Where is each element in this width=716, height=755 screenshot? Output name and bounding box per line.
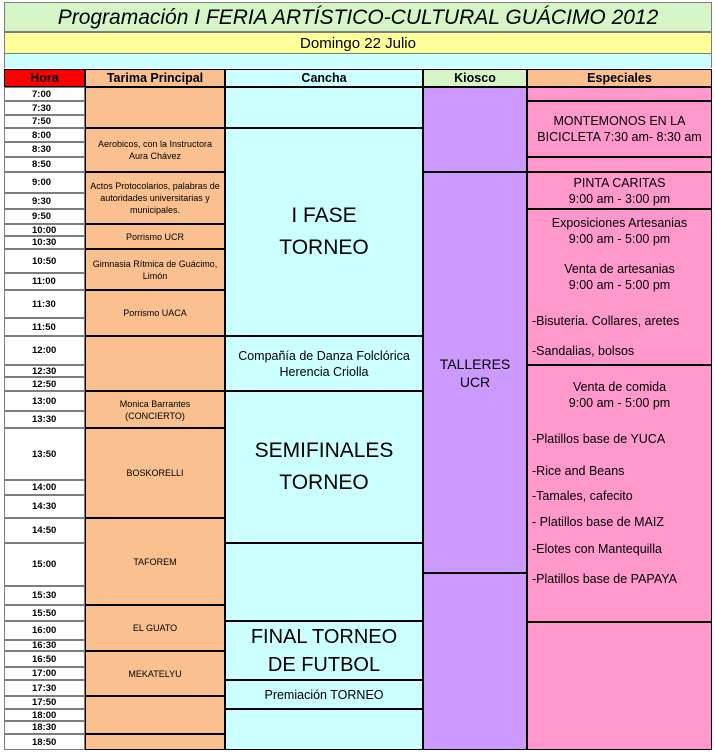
- time-slot: 7:30: [4, 101, 85, 115]
- time-slot: 17:00: [4, 667, 85, 680]
- food-elotes: -Elotes con Mantequilla: [532, 542, 662, 556]
- expo-time: 9:00 am - 5:00 pm: [568, 232, 671, 246]
- pinta-caritas-time: 9:00 am - 3:00 pm: [568, 191, 671, 206]
- date-banner: Domingo 22 Julio: [4, 32, 712, 54]
- time-slot: 11:50: [4, 318, 85, 336]
- cancha-empty-end: [225, 709, 423, 750]
- time-slot: 10:30: [4, 236, 85, 249]
- time-slot: 13:30: [4, 411, 85, 428]
- header-especiales: Especiales: [527, 69, 712, 87]
- time-slot: 17:50: [4, 696, 85, 709]
- food-papaya: -Platillos base de PAPAYA: [532, 572, 677, 586]
- tarima-monica: Monica Barrantes (CONCIERTO): [85, 391, 225, 428]
- tarima-empty-start: [85, 87, 225, 128]
- tarima-porrismo-uaca: Porrismo UACA: [85, 290, 225, 336]
- time-slot: 16:30: [4, 640, 85, 651]
- food-rice: -Rice and Beans: [532, 464, 625, 478]
- header-tarima: Tarima Principal: [85, 69, 225, 87]
- tarima-protocolarios: Actos Protocolarios, palabras de autoridades universitarias y municipales.: [85, 172, 225, 224]
- time-slot: 14:50: [4, 518, 85, 543]
- venta-comida-time: 9:00 am - 5:00 pm: [568, 396, 671, 410]
- pinta-caritas-title: PINTA CARITAS: [573, 175, 666, 190]
- especiales-empty-2: [527, 157, 712, 172]
- time-slot: 14:30: [4, 495, 85, 518]
- time-slot: 12:00: [4, 336, 85, 365]
- time-slot: 8:30: [4, 142, 85, 157]
- time-slot: 17:30: [4, 680, 85, 696]
- time-slot: 11:30: [4, 290, 85, 318]
- time-slot: 13:50: [4, 428, 85, 480]
- tarima-mekatelyu: MEKATELYU: [85, 651, 225, 696]
- venta-artesanias-time: 9:00 am - 5:00 pm: [568, 278, 671, 292]
- time-slot: 9:30: [4, 193, 85, 209]
- especiales-bicicleta: MONTEMONOS EN LA BICICLETA 7:30 am- 8:30 am: [527, 101, 712, 157]
- tarima-porrismo-ucr: Porrismo UCR: [85, 224, 225, 249]
- time-slot: 10:50: [4, 249, 85, 273]
- especiales-pinta-caritas: [527, 172, 712, 209]
- kiosco-empty-start: [423, 87, 527, 172]
- time-slot: 12:30: [4, 365, 85, 377]
- sandalias-item: -Sandalias, bolsos: [532, 344, 635, 358]
- header-hora: Hora: [4, 69, 85, 87]
- cancha-final-torneo: FINAL TORNEO DE FUTBOL: [225, 621, 423, 680]
- page-title: Programación I FERIA ARTÍSTICO-CULTURAL GUÁCIMO 2012: [4, 2, 712, 32]
- time-slot: 7:00: [4, 87, 85, 101]
- tarima-taforem: TAFOREM: [85, 518, 225, 605]
- time-slot: 10:00: [4, 224, 85, 236]
- time-slot: 12:50: [4, 377, 85, 391]
- especiales-artesanias: [527, 209, 712, 365]
- kiosco-talleres-ucr: TALLERES UCR: [423, 172, 527, 573]
- time-slot: 7:50: [4, 115, 85, 128]
- especiales-comida: [527, 365, 712, 622]
- cancha-semifinales: SEMIFINALES TORNEO: [225, 391, 423, 543]
- cancha-empty-start: [225, 87, 423, 128]
- header-cancha: Cancha: [225, 69, 423, 87]
- time-slot: 15:30: [4, 586, 85, 605]
- time-slot: 14:00: [4, 480, 85, 495]
- time-slot: 18:30: [4, 721, 85, 734]
- venta-comida-title: Venta de comida: [572, 380, 667, 394]
- food-yuca: -Platillos base de YUCA: [532, 432, 666, 446]
- time-slot: 15:00: [4, 543, 85, 586]
- expo-title: Exposiciones Artesanias: [551, 216, 688, 230]
- time-slot: 15:50: [4, 605, 85, 621]
- time-slot: 8:00: [4, 128, 85, 142]
- venta-artesanias-title: Venta de artesanias: [564, 262, 675, 276]
- tarima-empty-last: [85, 734, 225, 750]
- cancha-premiacion: Premiación TORNEO: [225, 680, 423, 709]
- time-slot: 11:00: [4, 273, 85, 290]
- cancha-danza: Compañía de Danza Folclórica Herencia Criolla: [225, 336, 423, 391]
- food-tamales: -Tamales, cafecito: [532, 489, 633, 503]
- tarima-gimnasia: Gimnasia Rítmica de Guácimo, Limón: [85, 249, 225, 290]
- time-slot: 8:50: [4, 157, 85, 172]
- header-kiosco: Kiosco: [423, 69, 527, 87]
- bisuteria-item: -Bisuteria. Collares, aretes: [532, 314, 680, 328]
- especiales-empty-start: [527, 87, 712, 101]
- spacer-strip: [4, 54, 712, 68]
- time-slot: 9:50: [4, 209, 85, 224]
- time-slot: 13:00: [4, 391, 85, 411]
- time-slot: 9:00: [4, 172, 85, 193]
- tarima-boskorelli: BOSKORELLI: [85, 428, 225, 518]
- time-slot: 18:50: [4, 734, 85, 750]
- tarima-empty-end: [85, 696, 225, 734]
- tarima-empty-midday: [85, 336, 225, 391]
- cancha-empty-afternoon: [225, 543, 423, 621]
- especiales-empty-end: [527, 622, 712, 750]
- time-slot: 16:00: [4, 621, 85, 640]
- food-maiz: - Platillos base de MAIZ: [532, 515, 664, 529]
- time-slot: 16:50: [4, 651, 85, 667]
- kiosco-empty-end: [423, 573, 527, 750]
- cancha-fase-torneo: I FASE TORNEO: [225, 128, 423, 336]
- time-slot: 18:00: [4, 709, 85, 721]
- tarima-aerobicos: Aerobicos, con la Instructora Aura Chávez: [85, 128, 225, 172]
- tarima-elguato: EL GUATO: [85, 605, 225, 651]
